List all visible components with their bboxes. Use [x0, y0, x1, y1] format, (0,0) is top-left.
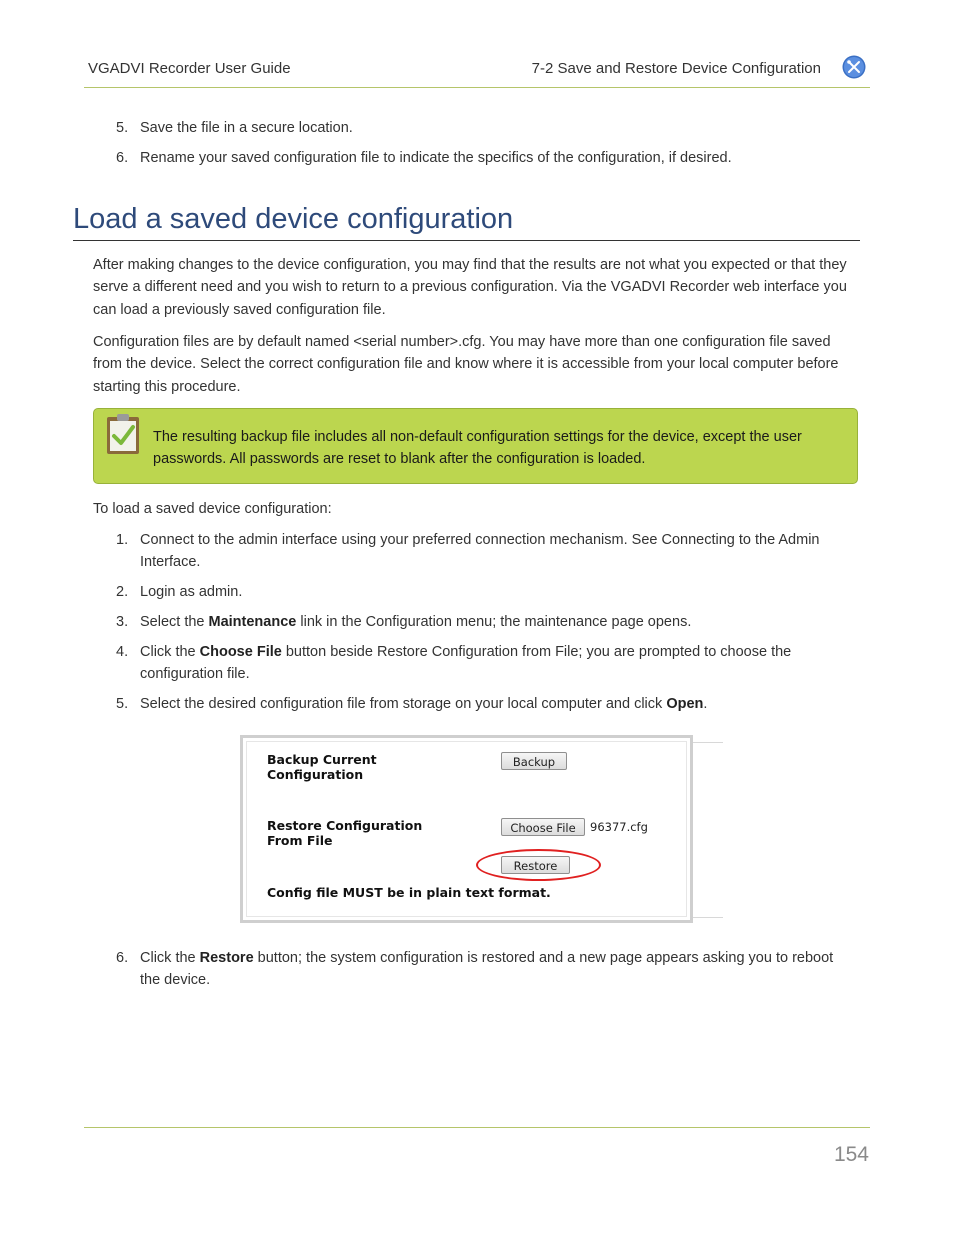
list-item: 6. Rename your saved configuration file to indicate the specifics of the configuration, if desired. [116, 150, 732, 166]
highlight-circle [476, 849, 601, 881]
list-item: 1. Connect to the admin interface using your preferred connection mechanism. See Connecting to the Admin Interface. [116, 532, 820, 570]
header-doc-title: VGADVI Recorder User Guide [88, 60, 291, 77]
choose-file-button[interactable]: Choose File [501, 818, 585, 836]
clipboard-check-icon [105, 412, 141, 456]
list-item: 4. Click the Choose File button beside Restore Configuration from File; you are prompted to choose the configuration file. [116, 644, 792, 682]
procedure-steps [112, 529, 852, 723]
section-heading: Load a saved device configuration [73, 203, 514, 235]
filename-paragraph: Configuration files are by default named <serial number>.cfg. You may have more than one configuration file saved from the device. Select the correct configuration file and know where it is accessible from your local computer before starting this procedure. [93, 334, 839, 395]
intro-paragraph: After making changes to the device configuration, you may find that the results are not what you expected or that they serve a different need and you wish to return to a previous configuration. Via the VGADVI Recorder web interface you can load a previously saved configuration file. [93, 257, 847, 318]
page-number: 154 [833, 1143, 869, 1166]
list-item: 6. Click the Restore button; the system configuration is restored and a new page appears asking you to reboot the device. [116, 950, 834, 988]
backup-label: Backup Current Configuration [267, 752, 377, 782]
list-item: 5. Select the desired configuration file from storage on your local computer and click Open. [116, 696, 708, 712]
note-text: The resulting backup file includes all non-default configuration settings for the device, except the user passwords. All passwords are reset to blank after the configuration is loaded. [153, 429, 802, 467]
config-format-note: Config file MUST be in plain text format. [267, 885, 551, 900]
footer-rule [84, 1127, 870, 1128]
selected-file-name: 96377.cfg [590, 820, 648, 834]
header-section-title: 7-2 Save and Restore Device Configuration [531, 60, 821, 77]
tools-icon [842, 55, 866, 79]
previous-steps-list [112, 117, 852, 177]
list-item: 2. Login as admin. [116, 584, 243, 600]
procedure-intro: To load a saved device configuration: [93, 501, 332, 517]
heading-rule [73, 240, 860, 241]
list-item: 5. Save the file in a secure location. [116, 120, 353, 136]
list-item: 3. Select the Maintenance link in the Configuration menu; the maintenance page opens. [116, 614, 692, 630]
restore-label: Restore Configuration From File [267, 818, 423, 848]
header-rule [84, 87, 870, 88]
procedure-final-step [112, 947, 852, 999]
note-box [93, 408, 858, 484]
backup-button[interactable]: Backup [501, 752, 567, 770]
restore-button[interactable]: Restore [501, 856, 570, 874]
